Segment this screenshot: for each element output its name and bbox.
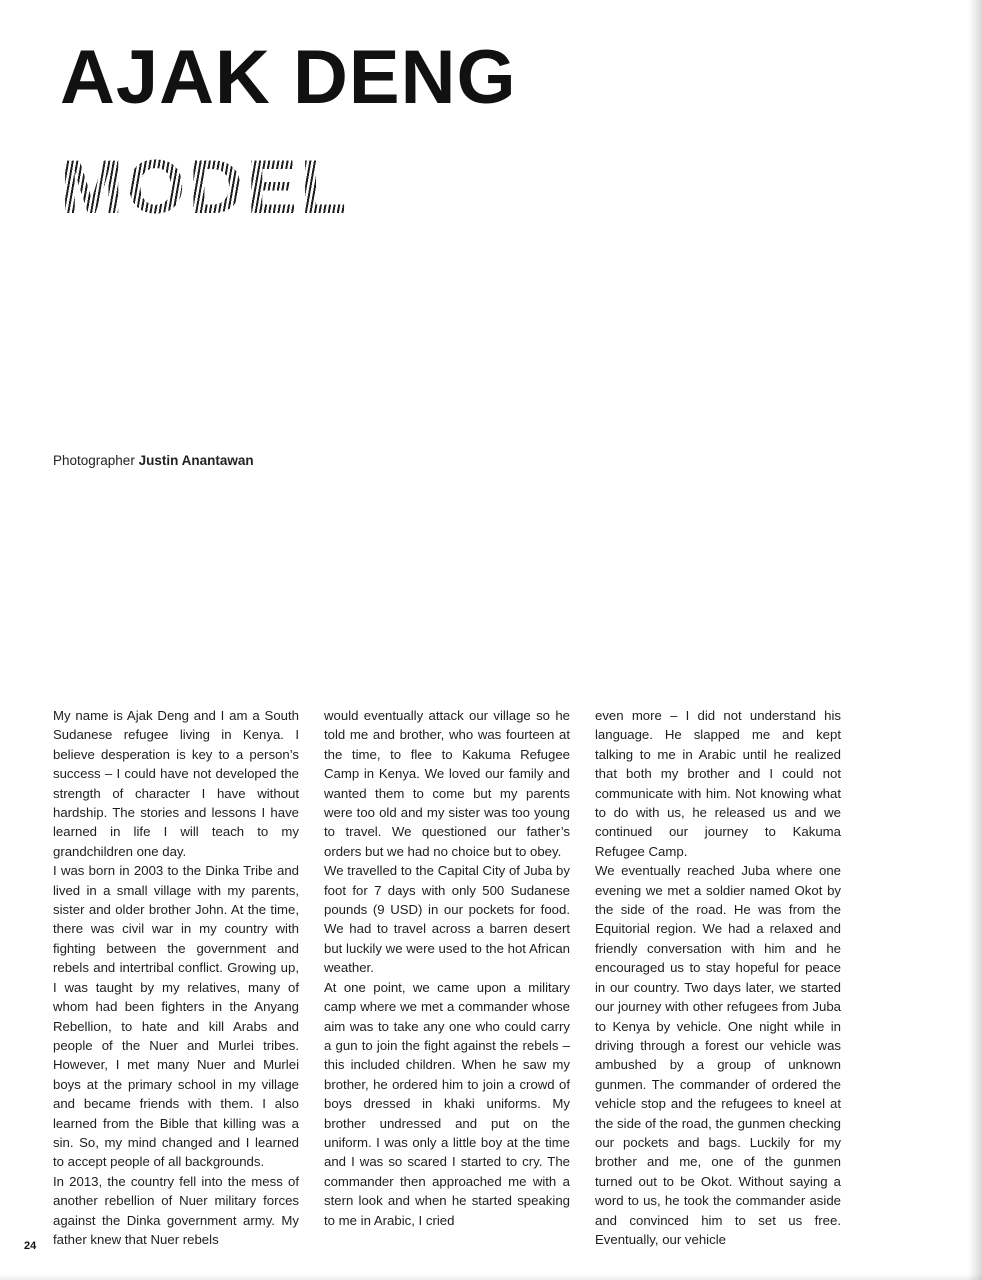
page-number: 24 (24, 1240, 37, 1252)
page-edge-shadow-right (968, 0, 982, 1280)
paragraph: In 2013, the country fell into the mess of another rebellion of Nuer military forces against the Dinka government army. My father knew that Nuer rebels (53, 1173, 299, 1247)
article-title: AJAK DENG (60, 35, 517, 120)
paragraph: would eventually attack our village so he told me and brother, who was fourteen at the time, to flee to Kakuma Refugee Camp in Kenya. We loved our family and wanted them to come but my parents were too old and my sister was too young to travel. We questioned our father’s orders but we had no choice but to obey. (324, 708, 570, 859)
article-subtitle: MODEL (60, 145, 350, 230)
page-edge-shadow-bottom (0, 1274, 982, 1280)
paragraph: I was born in 2003 to the Dinka Tribe and lived in a small village with my parents, sister and older brother John. At the time, there was civil war in my country with fighting between the government and rebels and intertribal conflict. Growing up, I was taught by my relatives, many of whom had been fighters in the Anyang Rebellion, to hate and kill Arabs and people of the Nuer and Murlei tribes. However, I met many Nuer and Murlei boys at the primary school in my village and became friends with them. I also learned from the Bible that killing was a sin. So, my mind changed and I learned to accept people of all backgrounds. (53, 863, 299, 1170)
credit-name: Justin Anantawan (138, 453, 254, 468)
article-body (53, 706, 839, 1249)
paragraph: At one point, we came upon a military camp where we met a commander whose aim was to take any one who could carry a gun to join the fight against the rebels – this included children. When he saw my brother, he ordered him to join a crowd of boys dressed in khaki uniforms. My brother undressed and put on the uniform. I was only a little boy at the time and I was so scared I started to cry. The commander then approached me with a stern look and when he started speaking to me in Arabic, I cried (324, 979, 570, 1228)
paragraph: even more – I did not understand his language. He slapped me and kept talking to me in Arabic until he realized that both my brother and I could not communicate with him. Not knowing what to do with us, he released us and we continued our journey to Kakuma Refugee Camp. (595, 708, 841, 859)
credit-label: Photographer (53, 453, 135, 468)
article-column-1 (53, 706, 299, 1249)
article-column-3 (595, 706, 841, 1249)
paragraph: We eventually reached Juba where one evening we met a soldier named Okot by the side of the road. He was from the Equitorial region. We had a relaxed and friendly conversation with him and he encouraged us to stay hopeful for peace in our country. Two days later, we started our journey with other refugees from Juba to Kenya by vehicle. One night while in driving through a forest our vehicle was ambushed by a group of unknown gunmen. The commander of ordered the vehicle stop and the refugees to kneel at the side of the road, the gunmen checking our pockets and bags. Luckily for my brother and me, one of the gunmen turned out to be Okot. Without saying a word to us, he took the commander aside and convinced him to set us free. Eventually, our vehicle (595, 863, 841, 1247)
paragraph: My name is Ajak Deng and I am a South Sudanese refugee living in Kenya. I believe desperation is key to a person’s success – I could have not developed the strength of character I have without hardship. The stories and lessons I have learned in life I will teach to my grandchildren one day. (53, 708, 299, 859)
photographer-credit (53, 453, 254, 468)
article-column-2 (324, 706, 570, 1249)
paragraph: We travelled to the Capital City of Juba by foot for 7 days with only 500 Sudanese pounds (9 USD) in our pockets for food. We had to travel across a barren desert but luckily we were used to the hot African weather. (324, 863, 570, 976)
